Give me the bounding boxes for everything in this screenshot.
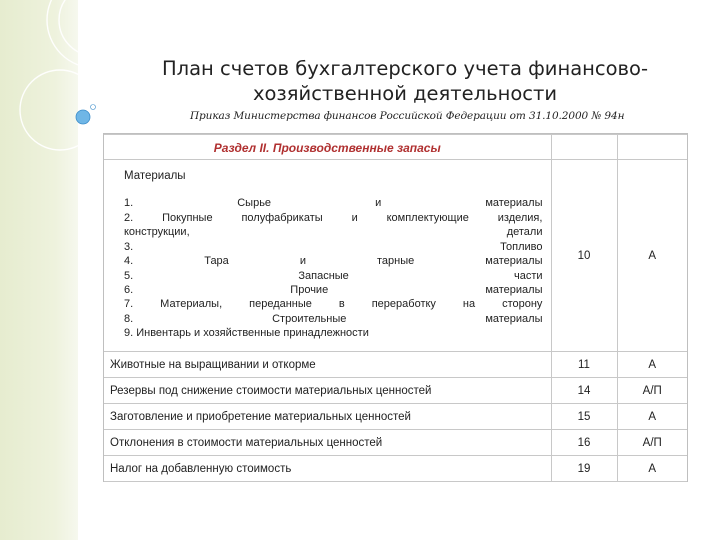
account-name: Резервы под снижение стоимости материальных ценностей [104, 378, 551, 404]
materials-heading: Материалы [124, 170, 186, 183]
material-word: и [375, 197, 382, 210]
materials-cell [104, 160, 551, 352]
material-word: и [299, 255, 306, 268]
account-number: 11 [551, 352, 617, 378]
small-bubble-icon [91, 105, 96, 110]
section-header-empty-num [551, 135, 617, 160]
material-word: 3. [124, 240, 134, 253]
account-number: 16 [551, 430, 617, 456]
material-word: Запасные [298, 269, 349, 282]
material-word: 4. [124, 255, 134, 268]
account-type: А [617, 352, 687, 378]
material-word: полуфабрикаты [241, 211, 323, 224]
table-row [104, 352, 687, 378]
material-word: в [338, 298, 345, 311]
material-line [124, 196, 543, 210]
section-header-empty-code [617, 135, 687, 160]
material-word: тарные [377, 255, 415, 268]
material-word: Тара [204, 255, 229, 268]
material-word: 5. [124, 269, 134, 282]
account-name: Отклонения в стоимости материальных ценностей [104, 430, 551, 456]
material-line [124, 211, 543, 225]
account-type: А/П [617, 430, 687, 456]
material-line [124, 225, 543, 239]
account-number: 10 [551, 160, 617, 352]
section-title: Раздел II. Производственные запасы [104, 135, 551, 160]
material-word: 9. Инвентарь и хозяйственные принадлежности [124, 327, 369, 340]
table-row [104, 404, 687, 430]
material-word: комплектующие [386, 211, 469, 224]
material-line [124, 240, 543, 254]
account-type: А [617, 456, 687, 482]
material-word: на [462, 298, 476, 311]
material-line [124, 326, 543, 340]
material-word: материалы [485, 283, 543, 296]
material-word: Сырье [237, 197, 272, 210]
account-name: Налог на добавленную стоимость [104, 456, 551, 482]
account-type: А/П [617, 378, 687, 404]
section-header-row [104, 135, 687, 160]
material-line [124, 254, 543, 268]
table-row [104, 430, 687, 456]
material-word: Покупные [162, 211, 213, 224]
material-word: Прочие [290, 283, 329, 296]
account-type: А [617, 160, 687, 352]
material-word: детали [506, 226, 543, 239]
page-subtitle: Приказ Министерства финансов Российской Федерации от 31.10.2000 № 94н [190, 110, 625, 122]
material-line [124, 297, 543, 311]
account-type: А [617, 404, 687, 430]
material-word: и [351, 211, 358, 224]
material-word: материалы [485, 312, 543, 325]
material-line [124, 283, 543, 297]
material-line [124, 269, 543, 283]
materials-list [124, 196, 543, 340]
account-name: Животные на выращивании и откорме [104, 352, 551, 378]
account-name: Заготовление и приобретение материальных ценностей [104, 404, 551, 430]
material-word: материалы [485, 255, 543, 268]
material-word: изделия, [497, 211, 543, 224]
circle-decoration-icon [0, 0, 110, 160]
material-word: Строительные [272, 312, 347, 325]
material-line [124, 312, 543, 326]
account-number: 15 [551, 404, 617, 430]
material-word: части [513, 269, 543, 282]
material-word: сторону [502, 298, 543, 311]
account-number: 14 [551, 378, 617, 404]
title-line-2: хозяйственной деятельности [252, 82, 558, 105]
material-word: Топливо [500, 240, 543, 253]
material-word: переданные [249, 298, 312, 311]
material-word: 6. [124, 283, 134, 296]
blue-bubble-icon [76, 110, 90, 124]
account-number: 19 [551, 456, 617, 482]
table-row [104, 456, 687, 482]
material-word: конструкции, [124, 226, 190, 239]
page-title [150, 56, 660, 106]
title-line-1: План счетов бухгалтерского учета финансово- [161, 57, 648, 80]
table-row-materials [104, 160, 687, 352]
table-row [104, 378, 687, 404]
material-word: 2. [124, 211, 134, 224]
material-word: Материалы, [160, 298, 223, 311]
material-word: 7. [124, 298, 134, 311]
material-word: переработку [371, 298, 436, 311]
material-word: 1. [124, 197, 134, 210]
material-word: 8. [124, 312, 134, 325]
material-word: материалы [485, 197, 543, 210]
accounts-table [103, 133, 688, 482]
